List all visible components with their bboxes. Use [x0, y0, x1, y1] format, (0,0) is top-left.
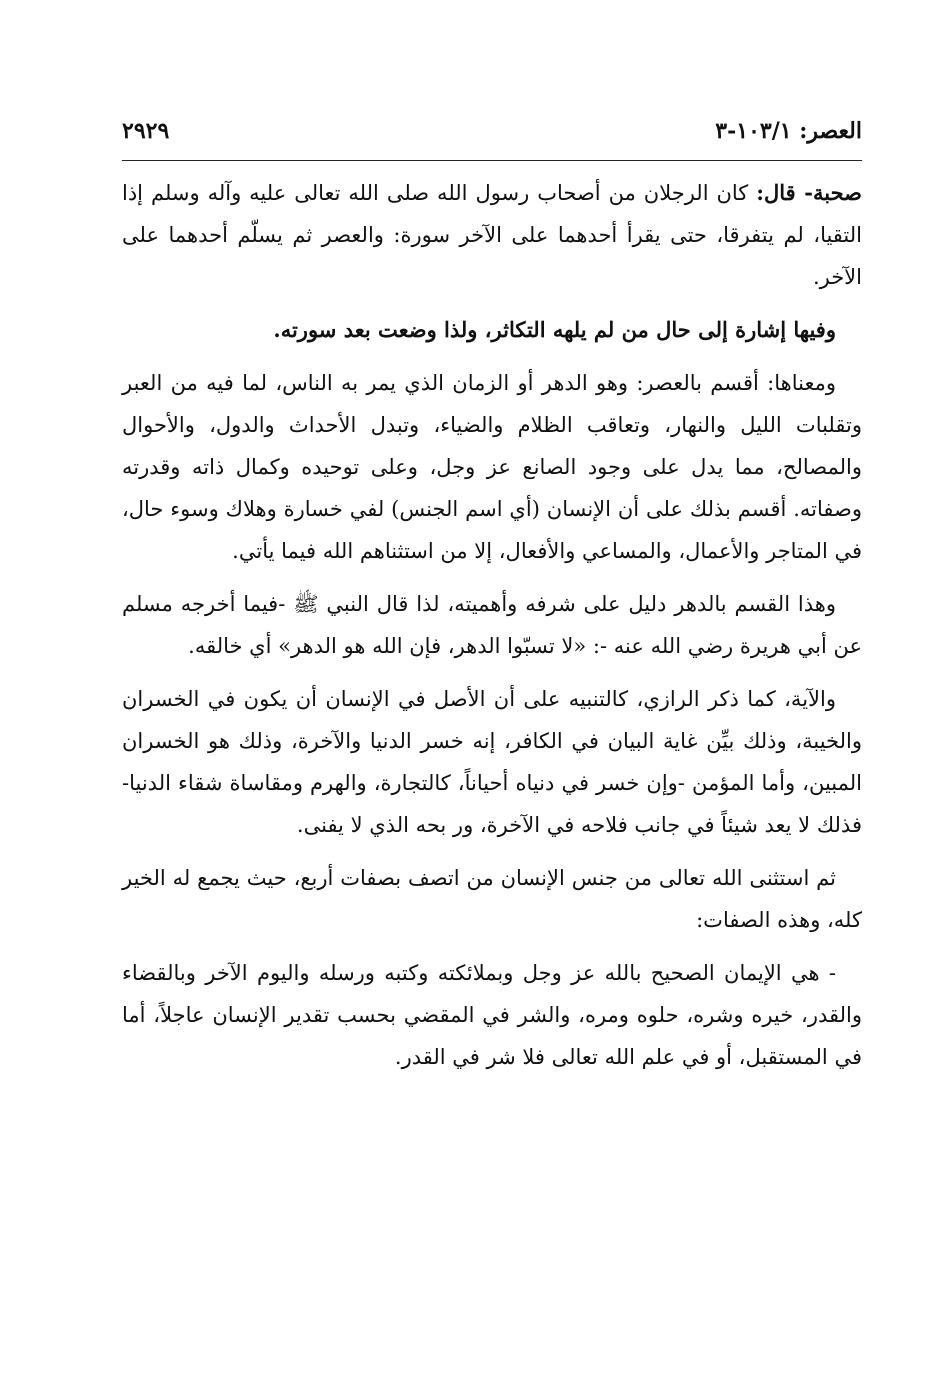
paragraph-faith: - هي الإيمان الصحيح بالله عز وجل وبملائكته وكتبه ورسله واليوم الآخر وبالقضاء والقدر، خيره وشره، حلوه ومره، والشر في المقضي بحسب تقدير الإنسان عاجلاً، أما في المستقبل، أو في علم الله تعالى فلا شر في القدر.	[122, 961, 862, 1069]
paragraph-oath-hadith: وهذا القسم بالدهر دليل على شرفه وأهميته، لذا قال النبي ﷺ -فيما أخرجه مسلم عن أبي هريرة رضي الله عنه -: «لا تسبّوا الدهر، فإن الله هو الدهر» أي خالقه.	[122, 592, 862, 658]
surah-reference: العصر: ١٠٣/١-٣	[715, 118, 862, 144]
running-header	[122, 114, 862, 161]
paragraph-razi: والآية، كما ذكر الرازي، كالتنبيه على أن الأصل في الإنسان أن يكون في الخسران والخيبة، وذلك بيِّن غاية البيان في الكافر، إنه خسر الدنيا والآخرة، وذلك هو الخسران المبين، وأما المؤمن -وإن خسر في دنياه أحياناً، كالتجارة، والهرم ومقاساة شقاء الدنيا- فذلك لا يعد شيئاً في جانب فلاحه في الآخرة، ور بحه الذي لا يفنى.	[122, 687, 862, 837]
paragraph-lead: صحبة- قال:	[756, 180, 862, 205]
paragraph-hadith-companions	[122, 172, 862, 298]
paragraph-meaning: ومعناها: أقسم بالعصر: وهو الدهر أو الزمان الذي يمر به الناس، لما فيه من العبر وتقلبات الليل والنهار، وتعاقب الظلام والضياء، وتبدل الأحداث والدول، والأحوال والمصالح، مما يدل على وجود الصانع عز وجل، وعلى توحيده وكمال ذاته وقدرته وصفاته. أقسم بذلك على أن الإنسان (أي اسم الجنس) لفي خسارة وهلاك وسوء حال، في المتاجر والأعمال، والمساعي والأفعال، إلا من استثناهم الله فيما يأتي.	[122, 371, 862, 563]
page-number: ٢٩٢٩	[122, 118, 170, 144]
body-text	[122, 172, 862, 1089]
paragraph-placement: وفيها إشارة إلى حال من لم يلهه التكاثر، ولذا وضعت بعد سورته.	[273, 317, 836, 342]
paragraph-text: كان الرجلان من أصحاب رسول الله صلى الله تعالى عليه وآله وسلم إذا التقيا، لم يتفرقا، حتى يقرأ أحدهما على الآخر سورة: والعصر ثم يسلّم أحدهما على الآخر.	[122, 181, 862, 289]
paragraph-exception: ثم استثنى الله تعالى من جنس الإنسان من اتصف بصفات أربع، حيث يجمع له الخير كله، وهذه الصفات:	[122, 866, 862, 932]
